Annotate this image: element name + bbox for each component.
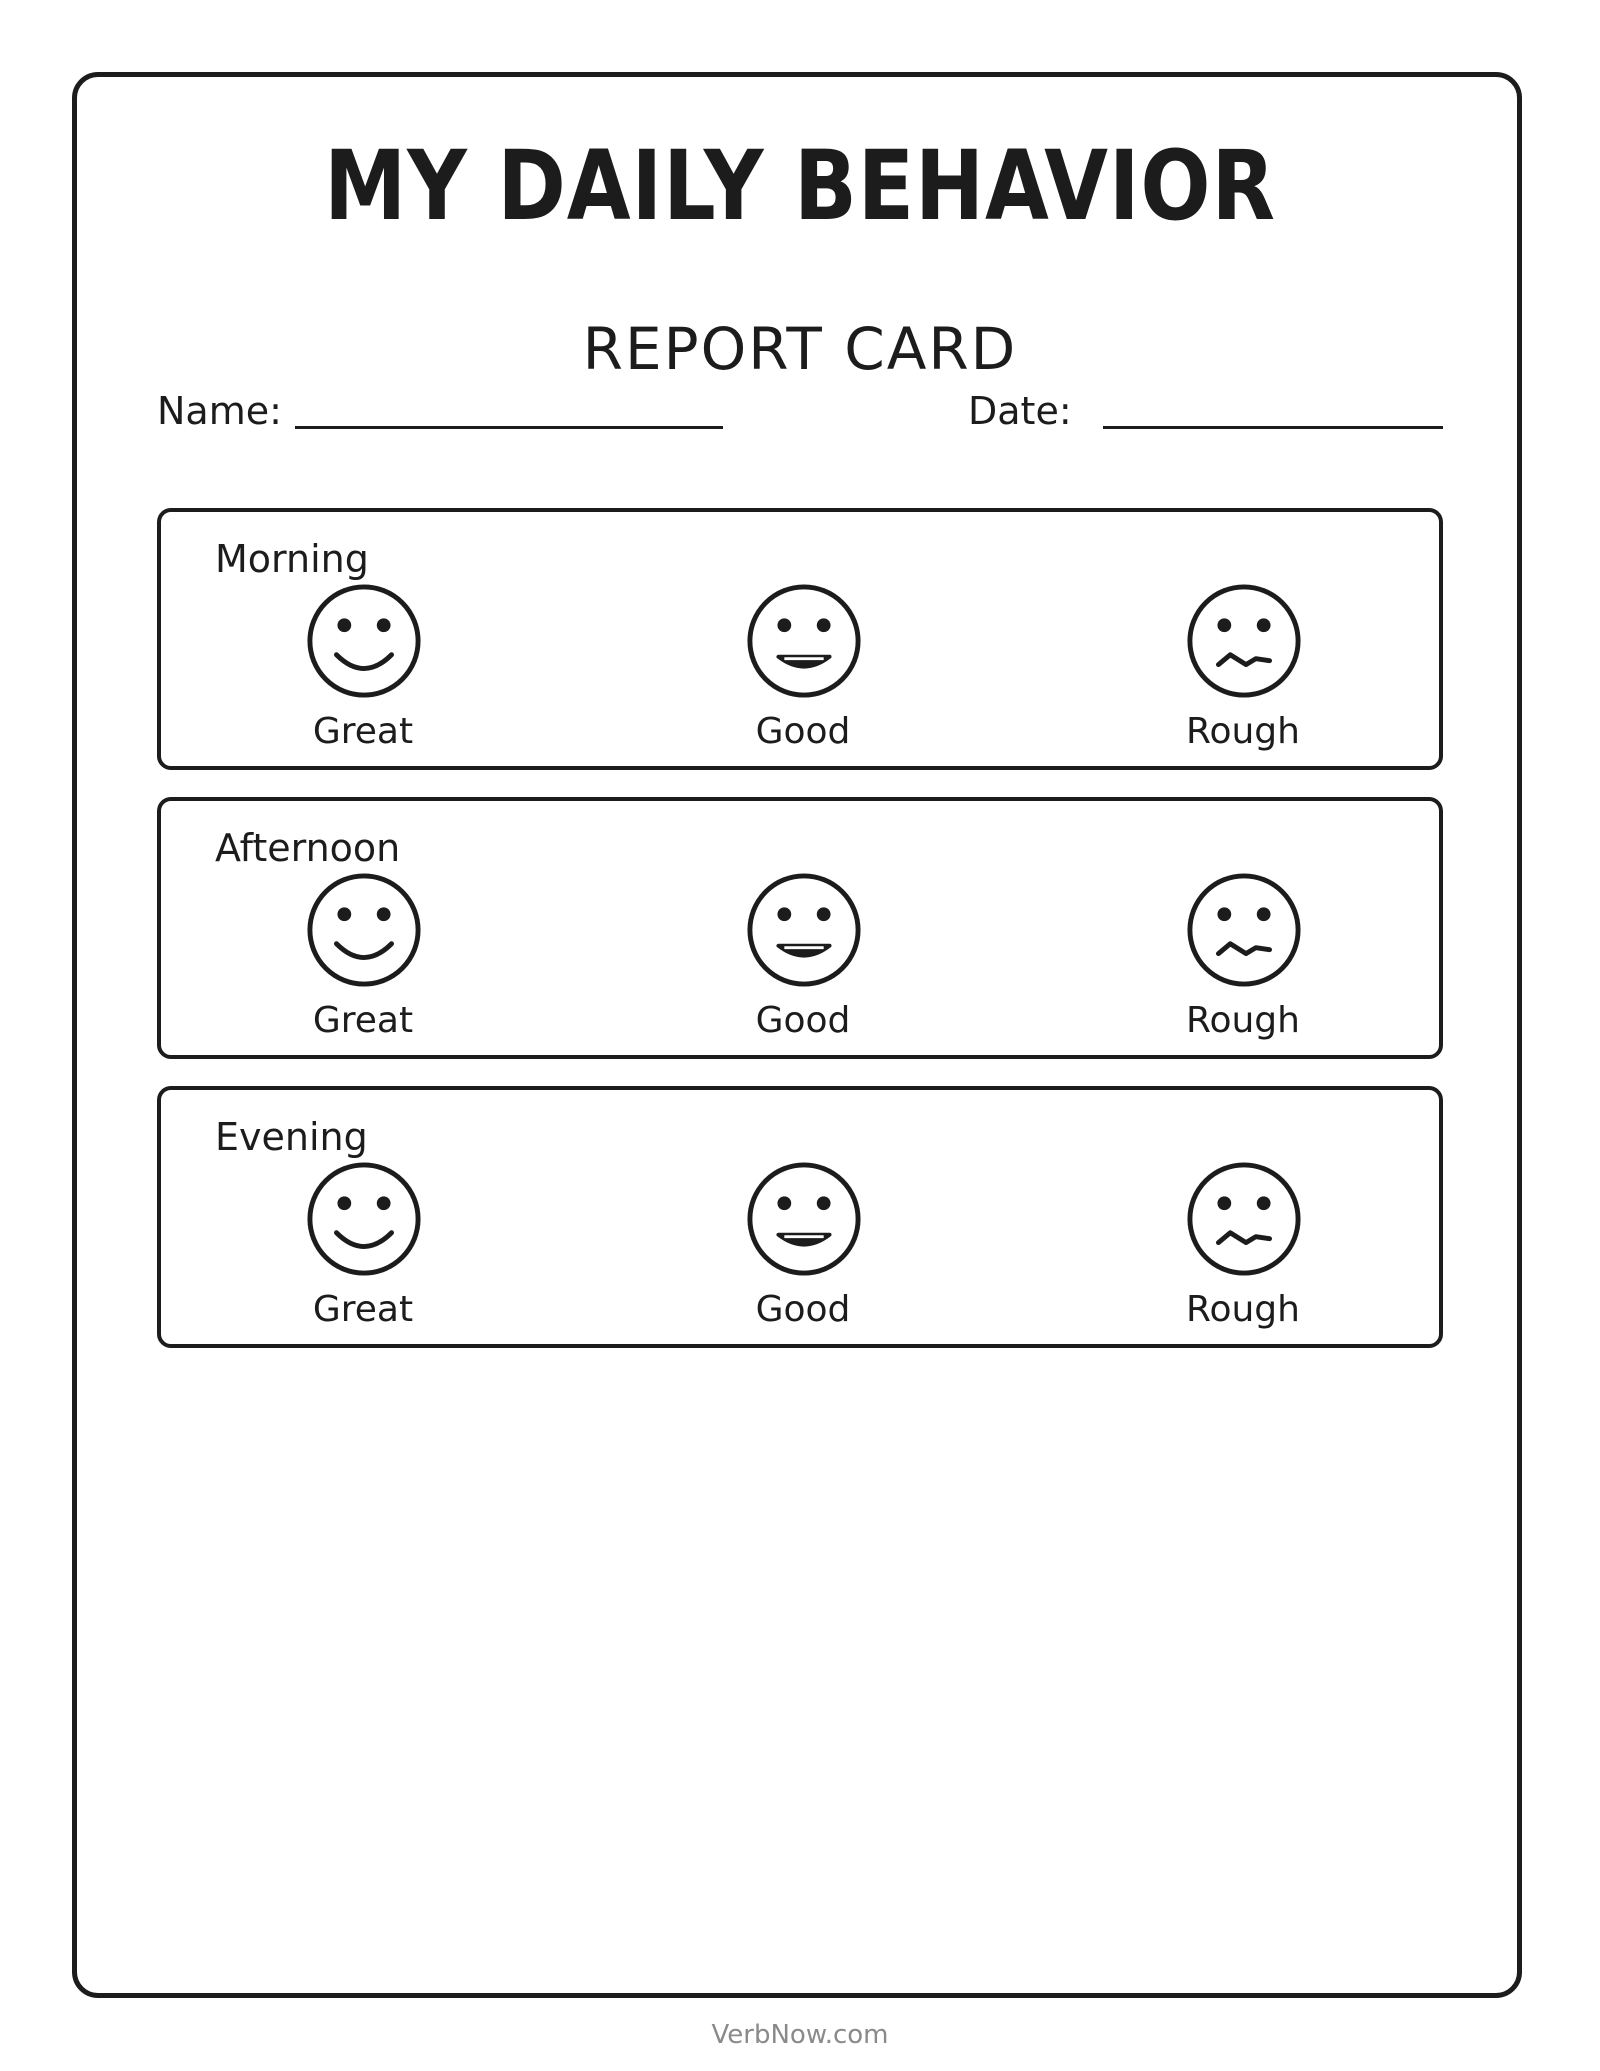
rating-rough[interactable] (1143, 1160, 1343, 1340)
rating-label: Good (755, 1000, 851, 1041)
smiling-face-icon (305, 1160, 423, 1278)
rating-label: Great (312, 1000, 414, 1041)
name-label: Name: (157, 389, 282, 433)
worried-face-icon (1185, 871, 1303, 989)
rating-good[interactable] (703, 582, 903, 762)
rating-great[interactable] (263, 871, 463, 1051)
rating-great[interactable] (263, 1160, 463, 1340)
period-label: Morning (215, 537, 369, 581)
rating-label: Rough (1186, 711, 1300, 752)
smiling-face-icon (305, 582, 423, 700)
footer-credit: VerbNow.com (711, 2020, 889, 2050)
rating-label: Great (312, 1289, 414, 1330)
worried-face-icon (1185, 1160, 1303, 1278)
period-label: Afternoon (215, 826, 401, 870)
rating-label: Great (312, 711, 414, 752)
date-label: Date: (968, 389, 1072, 433)
period-evening (157, 1086, 1443, 1348)
rating-rough[interactable] (1143, 871, 1343, 1051)
rating-good[interactable] (703, 1160, 903, 1340)
grinning-face-icon (745, 582, 863, 700)
rating-great[interactable] (263, 582, 463, 762)
rating-label: Good (755, 1289, 851, 1330)
page-title: MY DAILY BEHAVIOR (324, 130, 1276, 242)
smiling-face-icon (305, 871, 423, 989)
period-label: Evening (215, 1115, 368, 1159)
period-afternoon (157, 797, 1443, 1059)
rating-good[interactable] (703, 871, 903, 1051)
rating-rough[interactable] (1143, 582, 1343, 762)
rating-label: Rough (1186, 1289, 1300, 1330)
worried-face-icon (1185, 582, 1303, 700)
period-morning (157, 508, 1443, 770)
page-subtitle: REPORT CARD (582, 315, 1018, 383)
grinning-face-icon (745, 1160, 863, 1278)
date-field[interactable] (1103, 426, 1443, 429)
rating-label: Good (755, 711, 851, 752)
grinning-face-icon (745, 871, 863, 989)
rating-label: Rough (1186, 1000, 1300, 1041)
name-field[interactable] (295, 426, 723, 429)
